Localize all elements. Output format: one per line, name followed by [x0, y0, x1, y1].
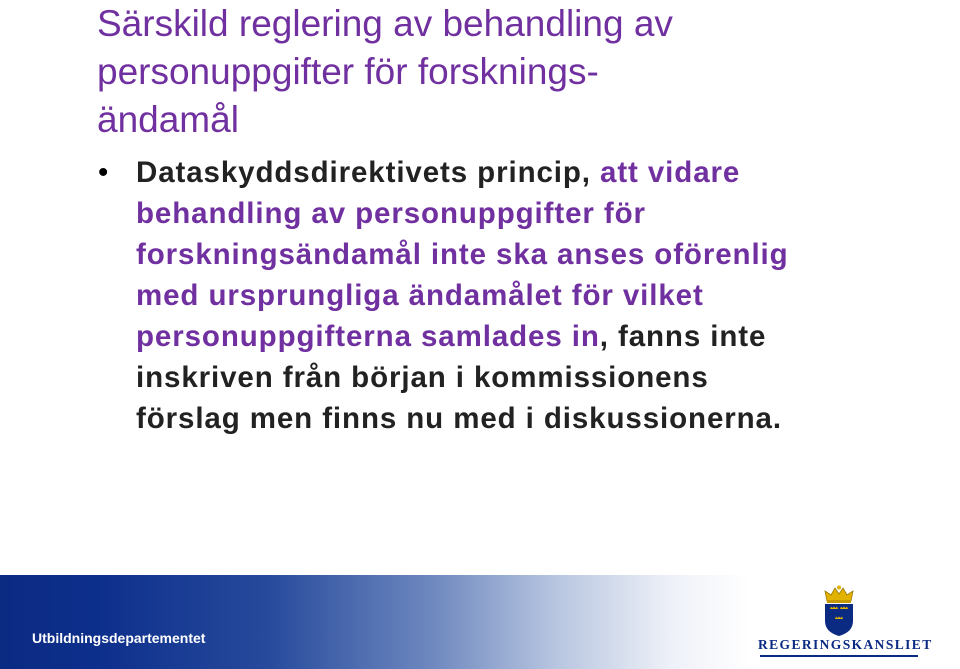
bullet-line-5-highlight: personuppgifterna samlades in [136, 320, 600, 353]
bullet-marker: • [98, 156, 110, 189]
bullet-line-5-text: , fanns inte [599, 320, 767, 353]
bullet-line-3: forskningsändamål inte ska anses oförenlig [136, 238, 789, 271]
bullet-line-7: förslag men finns nu med i diskussionerna. [136, 402, 782, 435]
slide-title [97, 0, 897, 144]
bullet-item [0, 152, 960, 439]
bullet-line-1-text: Dataskyddsdirektivets princip, [136, 156, 601, 189]
bullet-line-1-highlight: att vidare [600, 156, 741, 189]
bullet-line-1 [136, 152, 960, 193]
bullet-line-5 [136, 316, 960, 357]
title-line-2: personuppgifter för forsknings- [97, 51, 599, 92]
regeringskansliet-logo [758, 585, 933, 663]
bullet-line-6: inskriven från början i kommissionens [136, 361, 709, 394]
title-line-1: Särskild reglering av behandling av [97, 3, 673, 44]
bullet-line-2: behandling av personuppgifter för [136, 197, 646, 230]
bullet-line-4: med ursprungliga ändamålet för vilket [136, 279, 704, 312]
footer-department: Utbildningsdepartementet [32, 630, 206, 646]
bullet-list [0, 152, 960, 439]
crown-shield-icon [819, 585, 859, 637]
logo-text: REGERINGSKANSLIET [758, 637, 933, 652]
title-line-3: ändamål [97, 99, 239, 140]
logo-underline [760, 655, 918, 657]
